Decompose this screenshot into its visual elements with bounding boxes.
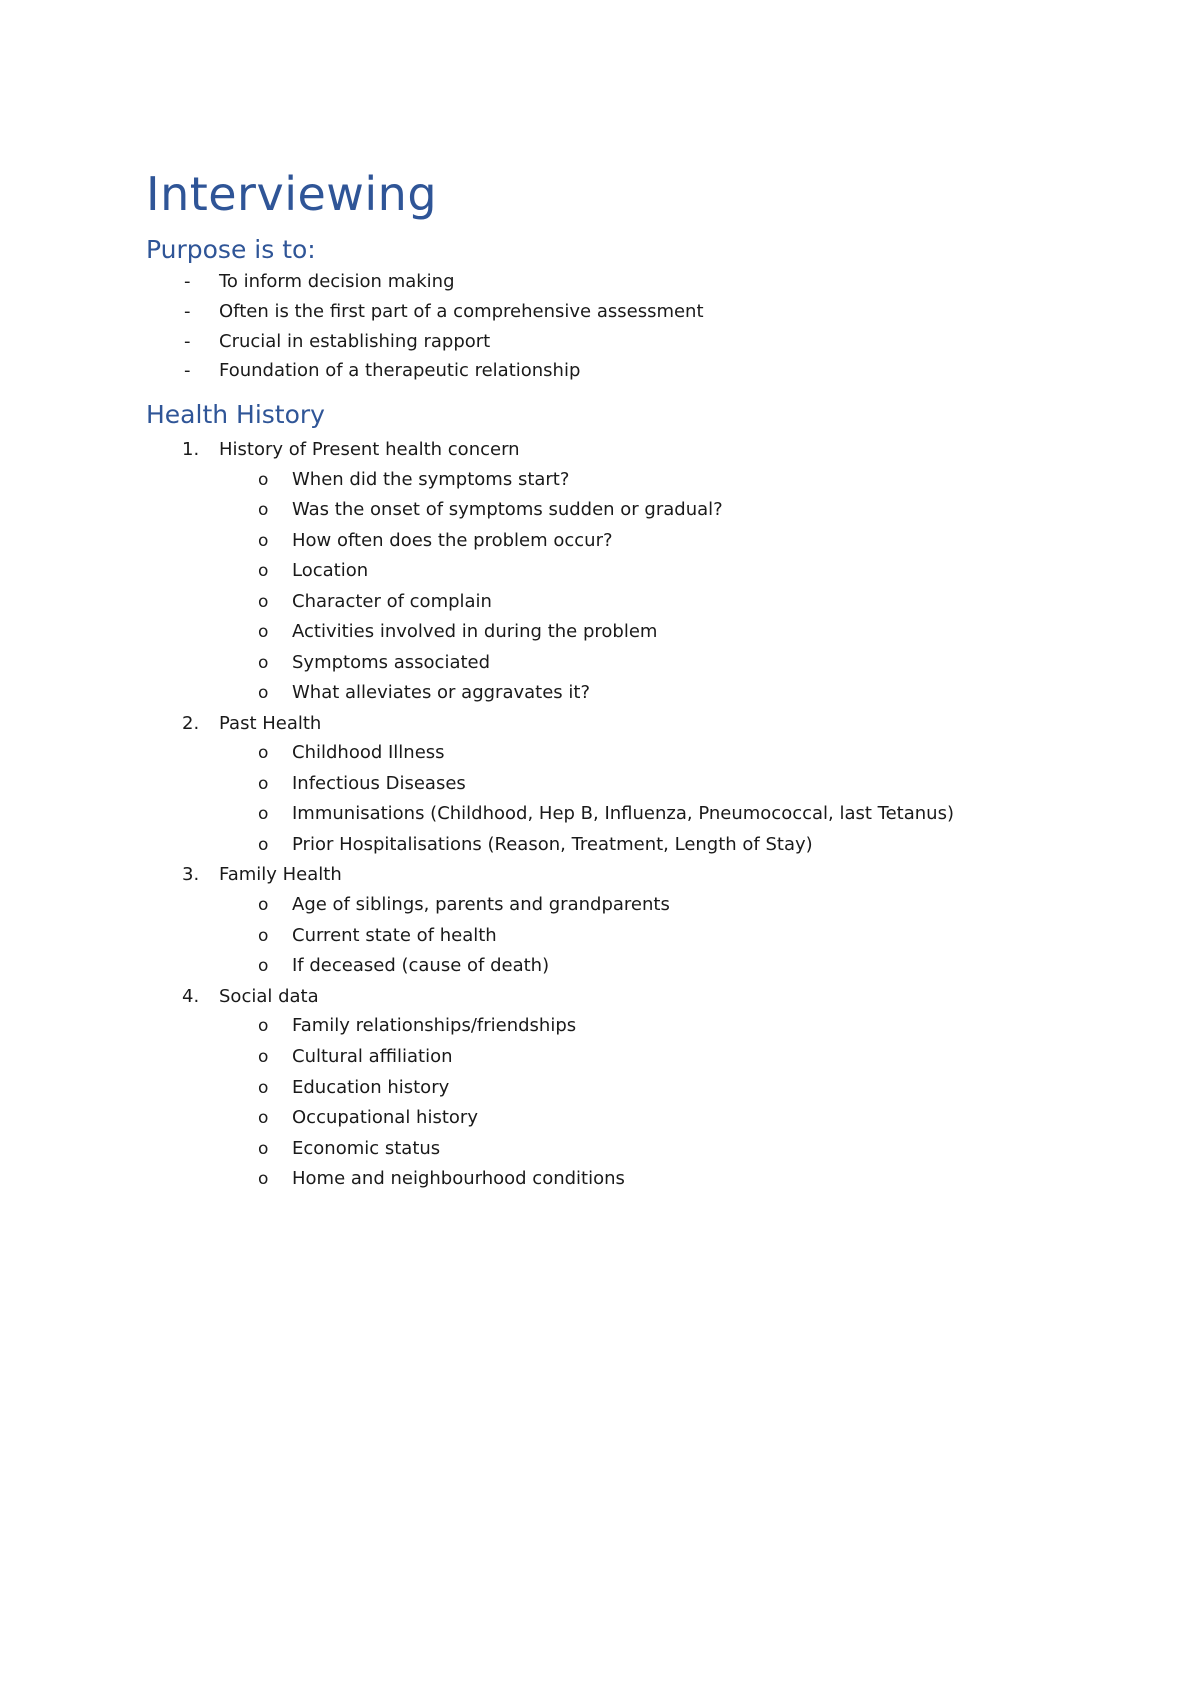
section-label: Past Health [219,713,322,734]
section-item: When did the symptoms start? [292,469,570,490]
section-item: What alleviates or aggravates it? [292,682,591,703]
sub-bullet: o [258,500,269,520]
sub-bullet: o [258,1016,269,1036]
purpose-item: Foundation of a therapeutic relationship [219,360,581,381]
sub-bullet: o [258,1108,269,1128]
section-item: Family relationships/friendships [292,1015,577,1036]
section-item: Infectious Diseases [292,773,466,794]
section-item: Character of complain [292,591,492,612]
purpose-heading: Purpose is to: [146,235,316,264]
section-item: Prior Hospitalisations (Reason, Treatment, Length of Stay) [292,834,813,855]
section-item: Location [292,560,369,581]
section-item: Childhood Illness [292,742,445,763]
section-item: Economic status [292,1138,441,1159]
document-title: Interviewing [146,167,438,221]
section-item: Cultural affiliation [292,1046,453,1067]
section-item: Was the onset of symptoms sudden or gradual? [292,499,723,520]
sub-bullet: o [258,956,269,976]
sub-bullet: o [258,561,269,581]
sub-bullet: o [258,592,269,612]
section-item: If deceased (cause of death) [292,955,550,976]
sub-bullet: o [258,1139,269,1159]
purpose-item: To inform decision making [219,271,455,292]
section-item: Immunisations (Childhood, Hep B, Influenza, Pneumococcal, last Tetanus) [292,803,954,824]
sub-bullet: o [258,835,269,855]
section-item: Home and neighbourhood conditions [292,1168,625,1189]
dash-bullet: - [184,331,191,352]
section-number: 2. [182,713,200,734]
section-item: Age of siblings, parents and grandparents [292,894,670,915]
sub-bullet: o [258,470,269,490]
section-number: 4. [182,986,200,1007]
sub-bullet: o [258,531,269,551]
sub-bullet: o [258,653,269,673]
section-item: Symptoms associated [292,652,491,673]
dash-bullet: - [184,271,191,292]
sub-bullet: o [258,1047,269,1067]
purpose-item: Often is the first part of a comprehensive assessment [219,301,704,322]
sub-bullet: o [258,804,269,824]
section-item: Education history [292,1077,450,1098]
sub-bullet: o [258,1078,269,1098]
section-number: 3. [182,864,200,885]
sub-bullet: o [258,926,269,946]
section-label: Family Health [219,864,342,885]
sub-bullet: o [258,622,269,642]
section-label: Social data [219,986,319,1007]
section-item: Current state of health [292,925,497,946]
sub-bullet: o [258,1169,269,1189]
section-item: Occupational history [292,1107,478,1128]
sub-bullet: o [258,895,269,915]
section-number: 1. [182,439,200,460]
section-item: Activities involved in during the problem [292,621,658,642]
dash-bullet: - [184,301,191,322]
dash-bullet: - [184,360,191,381]
sub-bullet: o [258,743,269,763]
purpose-item: Crucial in establishing rapport [219,331,491,352]
section-item: How often does the problem occur? [292,530,613,551]
section-label: History of Present health concern [219,439,520,460]
health-history-heading: Health History [146,400,325,429]
sub-bullet: o [258,774,269,794]
sub-bullet: o [258,683,269,703]
